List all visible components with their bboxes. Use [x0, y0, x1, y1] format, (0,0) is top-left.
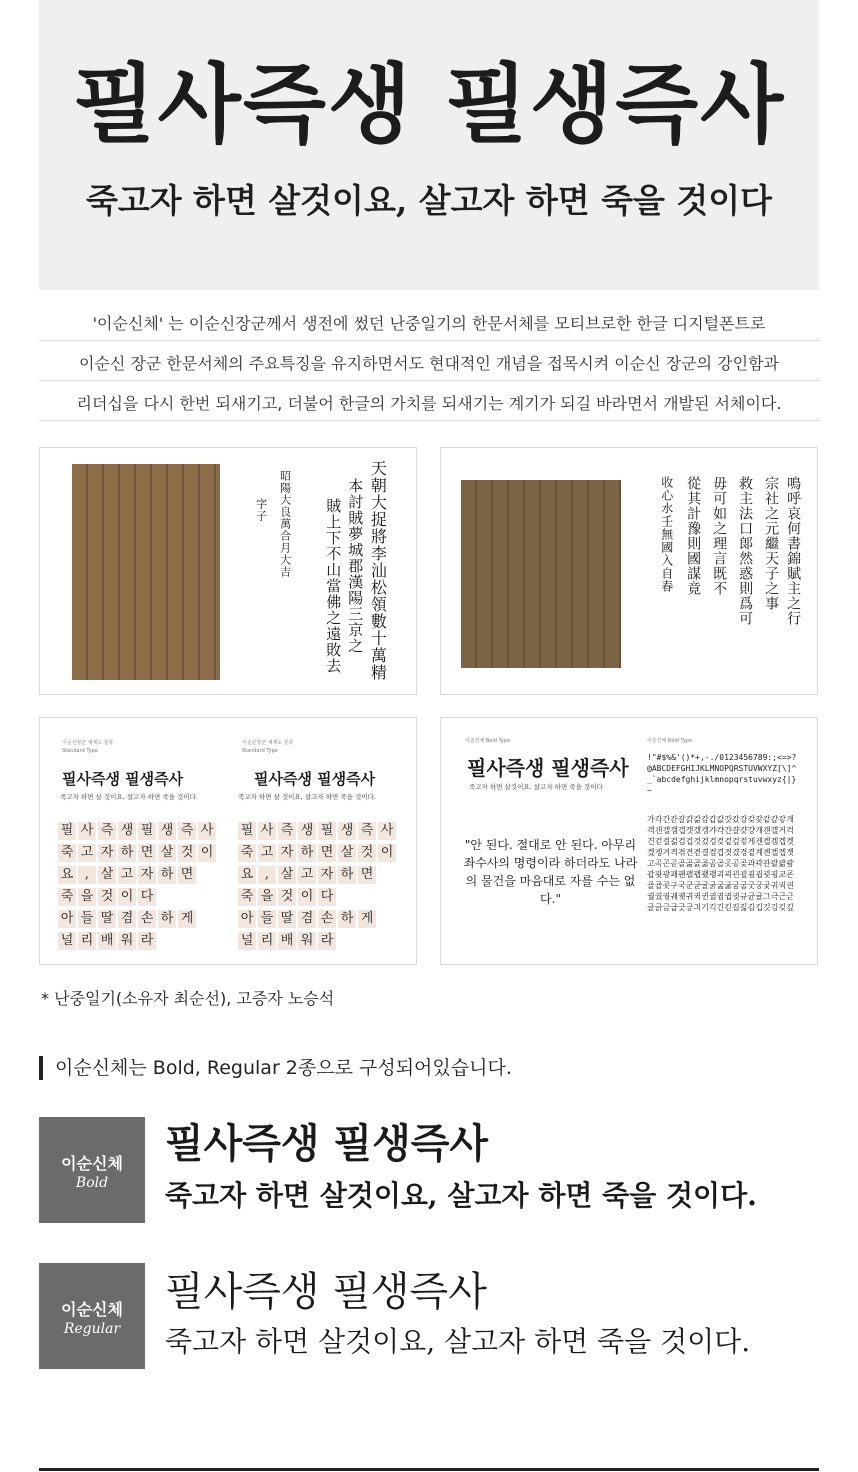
specimen-header: 이순신장군 체계도 분류 [62, 740, 114, 746]
specimen-subtitle: 죽고자 하면 살 것이요, 살고자 하면 죽을 것이다. [238, 793, 376, 801]
grid-glyph [198, 932, 216, 950]
grid-glyph: 널 [58, 932, 76, 950]
grid-glyph: 생 [118, 822, 136, 840]
grid-glyph: 사 [198, 822, 216, 840]
grid-glyph: 하 [158, 910, 176, 928]
grid-glyph: 것 [358, 844, 376, 862]
grid-glyph: 하 [338, 866, 356, 884]
grid-glyph: 죽 [238, 844, 256, 862]
manuscript-column: 昭陽大良萬合月大吉 [278, 470, 292, 578]
grid-glyph: 리 [258, 932, 276, 950]
grid-glyph: 자 [278, 844, 296, 862]
badge-weight: Bold [75, 1175, 109, 1191]
grid-glyph: 고 [118, 866, 136, 884]
badge-font-name: 이순신체 [61, 1154, 123, 1173]
grid-glyph [358, 932, 376, 950]
grid-glyph: 아 [238, 910, 256, 928]
specimen-panel-bold [440, 717, 818, 965]
specimen-type-label: Standard Type [62, 748, 98, 754]
grid-glyph [378, 888, 396, 906]
manuscript-column: 天朝大捉將李汕松領數十萬精 [368, 460, 388, 681]
grid-glyph: 죽 [238, 888, 256, 906]
grid-glyph: 하 [338, 910, 356, 928]
grid-glyph: 면 [318, 844, 336, 862]
specimen-glyph-grid [238, 822, 398, 950]
manuscript-column: 救主法口郞然惑則爲可 [737, 476, 754, 626]
manuscript-column: 從其計豫則國謀竟 [685, 476, 702, 596]
specimen-panel-regular [39, 717, 417, 965]
grid-glyph [158, 932, 176, 950]
specimen-header: 이순신체 Bold Type [647, 738, 693, 744]
grid-glyph: 고 [258, 844, 276, 862]
grid-glyph: 생 [298, 822, 316, 840]
badge-weight: Regular [63, 1321, 121, 1337]
sample-line-bold: 죽고자 하면 살것이요, 살고자 하면 죽을 것이다. [165, 1179, 757, 1212]
grid-glyph: 들 [78, 910, 96, 928]
grid-glyph: 게 [178, 910, 196, 928]
manuscript-panel-1 [39, 447, 417, 695]
sample-line-regular: 죽고자 하면 살것이요, 살고자 하면 죽을 것이다. [165, 1325, 751, 1358]
grid-glyph: 워 [298, 932, 316, 950]
sample-title-bold: 필사즉생 필생즉사 [165, 1120, 489, 1167]
hero-title: 필사즉생 필생즉사 [72, 54, 786, 155]
grid-glyph: 워 [118, 932, 136, 950]
grid-glyph: 이 [298, 888, 316, 906]
grid-glyph: 이 [378, 844, 396, 862]
divider [39, 380, 819, 381]
grid-glyph [338, 888, 356, 906]
bottom-divider [39, 1468, 819, 1471]
grid-glyph: 이 [118, 888, 136, 906]
divider [39, 340, 819, 341]
grid-glyph [358, 888, 376, 906]
grid-glyph: 살 [338, 844, 356, 862]
divider [39, 420, 819, 421]
specimen-glyph-latin: !"#$%&'()*+,-./0123456789:;<=>?@ABCDEFGHIJKLMNOPQRSTUVWXYZ[\]^_`abcdefghijklmnopqrstuvwxyz{|}~ [647, 753, 797, 795]
grid-glyph: 배 [98, 932, 116, 950]
grid-glyph: 것 [178, 844, 196, 862]
grid-glyph: , [258, 866, 276, 884]
manuscript-photo [72, 464, 220, 680]
font-description [39, 300, 819, 430]
grid-glyph [158, 888, 176, 906]
manuscript-photo [461, 480, 621, 668]
grid-glyph: 겸 [118, 910, 136, 928]
specimen-title: 필사즉생 필생즉사 [254, 770, 376, 788]
grid-glyph: 다 [138, 888, 156, 906]
grid-glyph: 겸 [298, 910, 316, 928]
grid-glyph: 것 [98, 888, 116, 906]
grid-glyph: 배 [278, 932, 296, 950]
grid-glyph: , [78, 866, 96, 884]
weight-badge-regular [39, 1263, 145, 1369]
grid-glyph: 아 [58, 910, 76, 928]
grid-glyph: 면 [138, 844, 156, 862]
manuscript-column: 本討賊夢城郡漢陽三京之 [346, 478, 365, 654]
grid-glyph: 손 [318, 910, 336, 928]
grid-glyph: 죽 [58, 844, 76, 862]
grid-glyph [178, 932, 196, 950]
grid-glyph [378, 866, 396, 884]
grid-glyph: 필 [238, 822, 256, 840]
grid-glyph: 요 [238, 866, 256, 884]
grid-glyph: 하 [158, 866, 176, 884]
specimen-subtitle: 죽고자 하면 살 것이요, 살고자 하면 죽을 것이다. [60, 793, 198, 801]
specimen-glyph-hangul: 가각간갇갈갉갊감갑값갓갔강갖갗같갚갛개객갠갤갬갭갯갰갱갸갹갼걀걋걍걔걘걜거걱건걷걸걺검겁것겄겅겆겉겊겋게겐겔겜겝겟겠겡겨격겪견겯결겸겹겻겼경곁계곈곌곕곗고곡곤곧골곪곬곯곰곱곳공곶과곽관괄괆괌괍괏광괘괜괠괩괬괭괴괵괸괼굄굅굇굉교굔굘굡굣구국군굳굴굵굶굻굼굽굿궁궂궈궉권궐궜궝궤궷귀귁귄귈귐귑귓규균귤그극근귿글긁금급긋긍긔기긱긴긷길긺김깁깃깅깆깊 [647, 815, 794, 912]
hero-subtitle: 죽고자 하면 살것이요, 살고자 하면 죽을 것이다 [85, 181, 773, 220]
grid-glyph: 사 [78, 822, 96, 840]
sample-title-regular: 필사즉생 필생즉사 [165, 1269, 487, 1315]
grid-glyph [198, 866, 216, 884]
specimen-type-label: Standard Type [242, 748, 278, 754]
grid-glyph: 을 [258, 888, 276, 906]
grid-glyph: 라 [138, 932, 156, 950]
grid-glyph: 즉 [358, 822, 376, 840]
grid-glyph: 면 [358, 866, 376, 884]
manuscript-column: 賊上下不山當佛之遠敗去 [324, 498, 343, 674]
grid-glyph: 손 [138, 910, 156, 928]
grid-glyph [198, 888, 216, 906]
grid-glyph: 살 [98, 866, 116, 884]
grid-glyph: 자 [98, 844, 116, 862]
grid-glyph: 다 [318, 888, 336, 906]
grid-glyph: 사 [378, 822, 396, 840]
grid-glyph: 딸 [278, 910, 296, 928]
specimen-header: 이순신장군 체계도 분류 [242, 740, 294, 746]
manuscript-column: 宗社之元繼天子之事 [763, 476, 780, 611]
grid-glyph: 즉 [278, 822, 296, 840]
specimen-subtitle: 죽고자 하면 살것이요. 살고자 하면 죽을 것이다 [469, 783, 603, 791]
grid-glyph: 하 [298, 844, 316, 862]
specimen-title: 필사즉생 필생즉사 [467, 756, 629, 780]
grid-glyph: 자 [138, 866, 156, 884]
specimen-header: 이순신체 Bold Type [465, 738, 511, 744]
manuscript-column: 字子 [254, 498, 268, 522]
grid-glyph: 게 [358, 910, 376, 928]
grid-glyph: 하 [118, 844, 136, 862]
grid-glyph: 리 [78, 932, 96, 950]
manuscript-column: 收心水壬無國入自春 [659, 476, 674, 593]
weight-badge-bold [39, 1117, 145, 1223]
grid-glyph: 필 [138, 822, 156, 840]
grid-glyph: 즉 [98, 822, 116, 840]
grid-glyph: 살 [158, 844, 176, 862]
grid-glyph [338, 932, 356, 950]
description-line: 이순신 장군 한문서체의 주요특징을 유지하면서도 현대적인 개념을 접목시켜 이순신 장군의 강인함과 [78, 354, 779, 373]
grid-glyph: 즉 [178, 822, 196, 840]
grid-glyph: 요 [58, 866, 76, 884]
grid-glyph [378, 910, 396, 928]
grid-glyph: 라 [318, 932, 336, 950]
grid-glyph: 이 [198, 844, 216, 862]
grid-glyph: 딸 [98, 910, 116, 928]
grid-glyph: 을 [78, 888, 96, 906]
grid-glyph: 죽 [58, 888, 76, 906]
grid-glyph: 고 [298, 866, 316, 884]
grid-glyph: 사 [258, 822, 276, 840]
grid-glyph: 생 [338, 822, 356, 840]
grid-glyph: 필 [58, 822, 76, 840]
specimen-glyph-grid [58, 822, 218, 950]
grid-glyph [198, 910, 216, 928]
grid-glyph [378, 932, 396, 950]
badge-font-name: 이순신체 [61, 1300, 123, 1319]
grid-glyph: 것 [278, 888, 296, 906]
grid-glyph: 면 [178, 866, 196, 884]
grid-glyph: 생 [158, 822, 176, 840]
hero-banner [39, 0, 819, 290]
specimen-title: 필사즉생 필생즉사 [62, 770, 184, 788]
grid-glyph: 들 [258, 910, 276, 928]
grid-glyph: 자 [318, 866, 336, 884]
grid-glyph: 고 [78, 844, 96, 862]
manuscript-column: 鳴呼哀何書錦賦主之行 [785, 476, 802, 626]
manuscript-panel-2 [440, 447, 818, 695]
section-heading: 이순신체는 Bold, Regular 2종으로 구성되어있습니다. [39, 1056, 512, 1080]
manuscript-column: 毋可如之理言既不 [711, 476, 728, 596]
specimen-quote: "안 된다. 절대로 안 된다. 아무리 좌수사의 명령이라 하더라도 나라의 물건을 마음대로 자를 수는 없다." [463, 838, 638, 906]
source-footnote: * 난중일기(소유자 최순선), 고증자 노승석 [41, 989, 335, 1008]
grid-glyph: 살 [278, 866, 296, 884]
description-line: '이순신체' 는 이순신장군께서 생전에 썼던 난중일기의 한문서체를 모티브로한 한글 디지털폰트로 [92, 314, 766, 333]
grid-glyph [178, 888, 196, 906]
description-line: 리더십을 다시 한번 되새기고, 더불어 한글의 가치를 되새기는 계기가 되길 바라면서 개발된 서체이다. [76, 394, 782, 413]
grid-glyph: 필 [318, 822, 336, 840]
grid-glyph: 널 [238, 932, 256, 950]
